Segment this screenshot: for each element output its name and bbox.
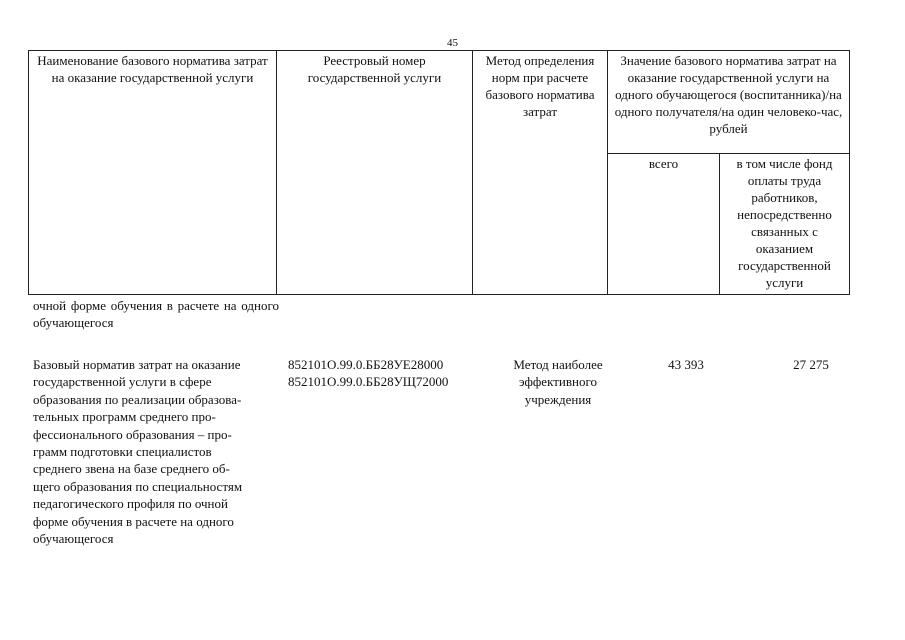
row-name-cell: [33, 356, 279, 547]
registry-code: 852101О.99.0.ББ28УЕ28000: [288, 357, 444, 372]
row-name-line: фессионального образования – про-: [33, 426, 232, 442]
row-name-line: среднего звена на базе среднего об-: [33, 461, 230, 477]
row-name-line: государственной услуги в сфере: [33, 374, 212, 390]
header-value-cell: [608, 51, 850, 154]
row-name-line: грамм подготовки специалистов: [33, 444, 212, 460]
row-name-line: педагогического профиля по очной: [33, 496, 228, 512]
header-table: [28, 50, 850, 295]
header-registry-cell: [277, 51, 473, 295]
page-number: 45: [447, 37, 458, 49]
row-name-line: образования по реализации образова-: [33, 391, 242, 407]
header-total-cell: [608, 154, 720, 295]
header-value-label: Значение базового норматива затрат на оказание государственной услуги на одного обучающегося (воспитанника)/на одного получателя/на один человеко-час, рублей: [614, 53, 843, 136]
header-name-cell: [29, 51, 277, 295]
header-name-label: Наименование базового норматива затрат на оказание государственной услуги: [37, 53, 268, 85]
row-name-line: форме обучения в расчете на одного: [33, 513, 234, 529]
header-total-label: всего: [648, 156, 679, 171]
header-method-cell: [473, 51, 608, 295]
header-registry-label: Реестровый номер государственной услуги: [307, 53, 442, 85]
registry-code: 852101О.99.0.ББ28УЩ72000: [288, 374, 449, 390]
row-wage-value: 27 275: [793, 357, 829, 372]
header-wage-cell: [720, 154, 850, 295]
row-name-line: тельных программ среднего про-: [33, 409, 216, 425]
row-method-cell: Метод наиболее эффективного учреждения: [513, 357, 603, 407]
continuation-text: очной форме обучения в расчете на одного обучающегося: [33, 298, 279, 330]
header-wage-label: в том числе фонд оплаты труда работников, непосредственно связанных с оказанием государственной услуги: [736, 156, 833, 290]
header-method-label: Метод определения норм при расчете базового норматива затрат: [485, 53, 595, 119]
row-name-line: обучающегося: [33, 531, 114, 547]
row-name-line: Базовый норматив затрат на оказание: [33, 357, 241, 372]
row-total-value: 43 393: [668, 357, 704, 372]
row-registry-cell: [288, 356, 488, 391]
row-name-line: щего образования по специальностям: [33, 478, 243, 494]
